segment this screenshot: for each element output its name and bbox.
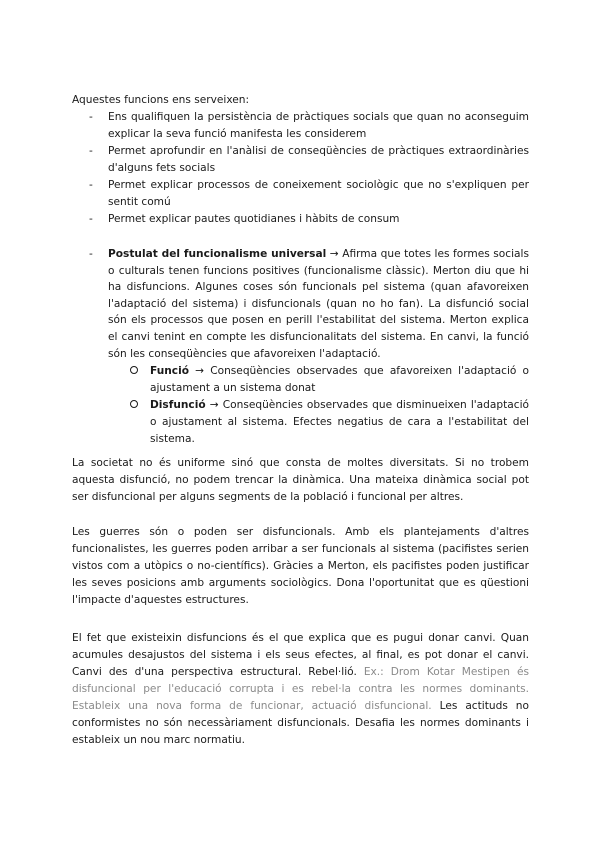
subitem-term: Disfunció — [150, 399, 206, 412]
circle-bullet-icon — [108, 397, 150, 447]
dash-marker: - — [89, 111, 93, 123]
list-item — [108, 363, 529, 396]
list-item-text: Permet aprofundir en l'anàlisi de conseqüències de pràctiques extraordinàries d'alguns fets socials — [108, 145, 529, 174]
dash-marker: - — [89, 248, 93, 260]
list-item-text: Permet explicar processos de coneixement sociològic que no s'expliquen per sentit comú — [108, 179, 529, 208]
paragraph-diversity: La societat no és uniforme sinó que consta de moltes diversitats. Si no trobem aquesta disfunció, no podem trencar la dinàmica. Una mateixa dinàmica social pot ser disfuncional per alguns segments de la població i funcional per altres. — [72, 457, 529, 503]
list-item — [72, 109, 529, 142]
subitem-text: Conseqüències observades que afavoreixen l'adaptació o ajustament a un sistema donat — [150, 365, 529, 394]
list-item — [72, 211, 529, 228]
dash-marker: - — [89, 213, 93, 225]
postulat-term: Postulat del funcionalisme universal — [108, 248, 327, 260]
arrow-glyph: → — [209, 399, 219, 412]
arrow-glyph: → — [195, 365, 205, 378]
paragraph-change-text-a: El fet que existeixin disfuncions és el que explica que es pugui donar canvi. Quan acumules desajustos del sistema i els seus efectes, al final, es pot donar el canvi. Canvi des d'una perspectiva estructural. Rebel·lió. — [72, 632, 529, 678]
arrow-glyph: → — [329, 248, 339, 260]
postulat-text: Afirma que totes les formes socials o culturals tenen funcions positives (funcionalisme clàssic). Merton diu que hi ha disfuncions. Algunes coses són funcionals pel sistema (quan afavoreixen l'adaptació del sistema) i disfuncionals (quan no ho fan). La disfunció social són els processos que posen en perill l'estabilitat del sistema. Merton explica el canvi tenint en compte les disfuncionalitats del sistema. En canvi, la funció són les conseqüències que afavoreixen l'adaptació. — [108, 248, 529, 360]
list-item-text: Permet explicar pautes quotidianes i hàbits de consum — [108, 213, 400, 225]
subitem-term: Funció — [150, 365, 189, 378]
list-item — [72, 177, 529, 210]
postulat-subitems — [108, 363, 529, 447]
list-item — [108, 397, 529, 447]
functions-list — [72, 109, 529, 229]
subitem-text: Conseqüències observades que disminueixen l'adaptació o ajustament al sistema. Efectes negatius de cara a l'estabilitat del sistema. — [150, 399, 530, 445]
paragraph-change-text-b: Les actituds no conformistes no són necessàriament disfuncionals. Desafia les normes dominants i estableix un nou marc normatiu. — [72, 700, 529, 746]
circle-bullet-icon — [108, 363, 150, 396]
postulat-section — [72, 246, 529, 448]
paragraph-wars: Les guerres són o poden ser disfuncionals. Amb els plantejaments d'altres funcionalistes, les guerres poden arribar a ser funcionals al sistema (pacifistes serien vistos com a utòpics o no-científics). Gràcies a Merton, els pacifistes poden justificar les seves posicions amb arguments sociològics. Dona l'oportunitat que es qüestioni l'impacte d'aquestes estructures. — [72, 526, 529, 606]
dash-marker: - — [89, 145, 93, 157]
list-item-text: Ens qualifiquen la persistència de pràctiques socials que quan no aconseguim explicar la seva funció manifesta les considerem — [108, 111, 529, 140]
paragraph-change — [72, 630, 529, 749]
example-text: Ex.: Drom Kotar Mestipen és disfuncional per l'educació corrupta i es rebel·la contra les normes dominants. Estableix una nova forma de funcionar, actuació disfuncional. — [72, 666, 529, 712]
dash-marker: - — [89, 179, 93, 191]
list-item — [72, 143, 529, 176]
intro-line: Aquestes funcions ens serveixen: — [72, 94, 250, 106]
